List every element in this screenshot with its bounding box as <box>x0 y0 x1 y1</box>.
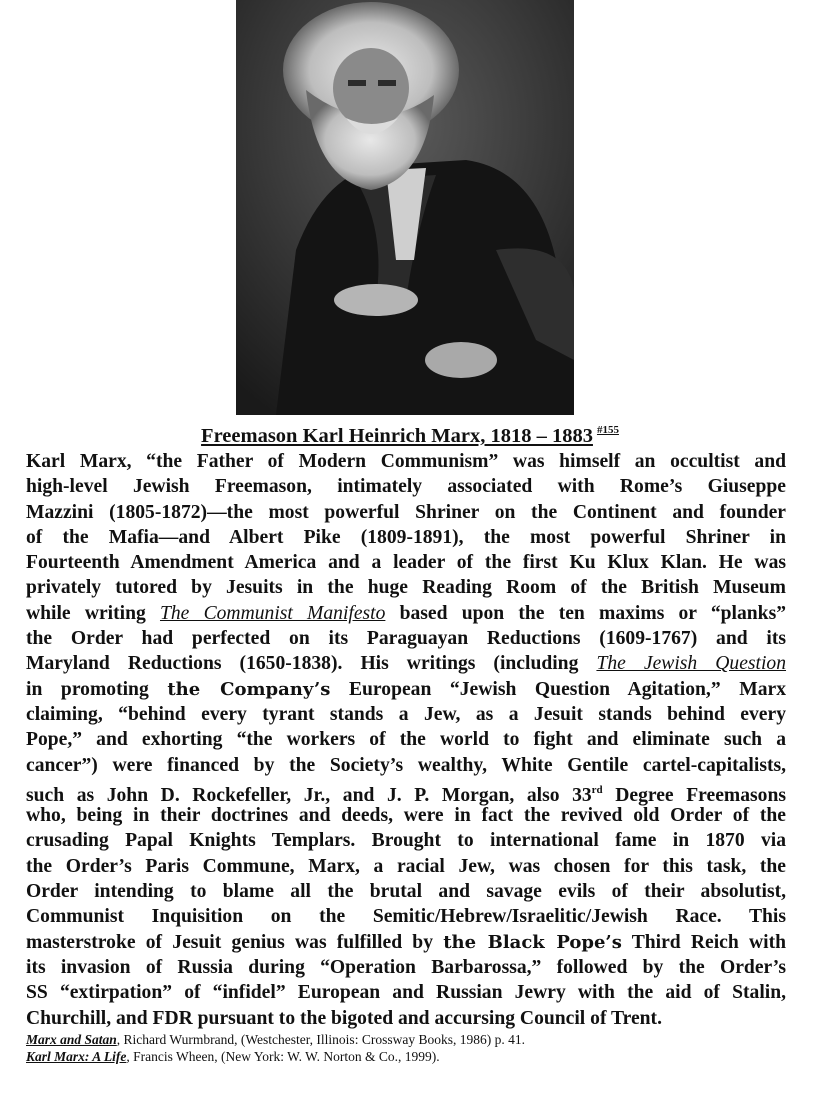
reference-item: Marx and Satan, Richard Wurmbrand, (Westchester, Illinois: Crossway Books, 1986) p. 41. <box>26 1032 525 1047</box>
body-text <box>26 449 786 1031</box>
body-line: such as John D. Rockefeller, Jr., and J. P. Morgan, also 33rd Degree Freemasons <box>26 783 786 806</box>
body-line: masterstroke of Jesuit genius was fulfilled by the Black Pope’s Third Reich with <box>26 931 786 953</box>
references <box>26 1031 525 1065</box>
book-title-jewish-question: The Jewish Question <box>596 653 787 675</box>
body-line: Order intending to blame all the brutal and savage evils of their absolutist, <box>26 881 786 903</box>
body-line: of the Mafia—and Albert Pike (1809-1891), the most powerful Shriner in <box>26 526 786 548</box>
ordinal-suffix: rd <box>591 783 603 796</box>
reference-item: Karl Marx: A Life, Francis Wheen, (New York: W. W. Norton & Co., 1999). <box>26 1049 440 1064</box>
book-title-communist-manifesto: The Communist Manifesto <box>159 602 386 624</box>
blackletter-phrase: the Company’s <box>167 678 331 700</box>
body-line: its invasion of Russia during “Operation Barbarossa,” followed by the Order’s <box>26 956 786 978</box>
body-line: Churchill, and FDR pursuant to the bigoted and accursing Council of Trent. <box>26 1007 662 1029</box>
body-line: cancer”) were financed by the Society’s wealthy, White Gentile cartel-capitalists, <box>26 754 786 776</box>
body-line: privately tutored by Jesuits in the huge Reading Room of the British Museum <box>26 577 786 599</box>
body-line: the Order had perfected on its Paraguayan Reductions (1609-1767) and its <box>26 628 786 650</box>
body-line: SS “extirpation” of “infidel” European and Russian Jewry with the aid of Stalin, <box>26 982 786 1004</box>
body-line: claiming, “behind every tyrant stands a Jew, as a Jesuit stands behind every <box>26 703 786 725</box>
body-line: crusading Papal Knights Templars. Brought to international fame in 1870 via <box>26 830 786 852</box>
body-line: the Order’s Paris Commune, Marx, a racial Jew, was chosen for this task, the <box>26 855 786 877</box>
title-reference-mark: #155 <box>596 424 619 436</box>
body-line: while writing The Communist Manifesto based upon the ten maxims or “planks” <box>26 602 786 624</box>
body-line: in promoting the Company’s European “Jewish Question Agitation,” Marx <box>26 678 786 700</box>
caption-title-text: Freemason Karl Heinrich Marx, 1818 – 1883 <box>201 425 593 447</box>
body-line: Mazzini (1805-1872)—the most powerful Shriner on the Continent and founder <box>26 501 786 523</box>
body-line: who, being in their doctrines and deeds, were in fact the revived old Order of the <box>26 805 786 827</box>
reference-book-title: Marx and Satan <box>26 1032 117 1047</box>
body-line: Pope,” and exhorting “the workers of the world to fight and eliminate such a <box>26 729 786 751</box>
portrait-photo <box>236 0 574 415</box>
caption-title <box>0 424 820 448</box>
body-line: high-level Jewish Freemason, intimately associated with Rome’s Giuseppe <box>26 476 786 498</box>
blackletter-phrase: the Black Pope’s <box>443 931 622 953</box>
reference-book-title: Karl Marx: A Life <box>26 1049 127 1064</box>
body-line: Karl Marx, “the Father of Modern Communism” was himself an occultist and <box>26 451 786 472</box>
body-line: Communist Inquisition on the Semitic/Hebrew/Israelitic/Jewish Race. This <box>26 906 786 928</box>
body-line: Fourteenth Amendment America and a leader of the first Ku Klux Klan. He was <box>26 552 786 574</box>
body-line: Maryland Reductions (1650-1838). His writings (including The Jewish Question <box>26 653 787 675</box>
